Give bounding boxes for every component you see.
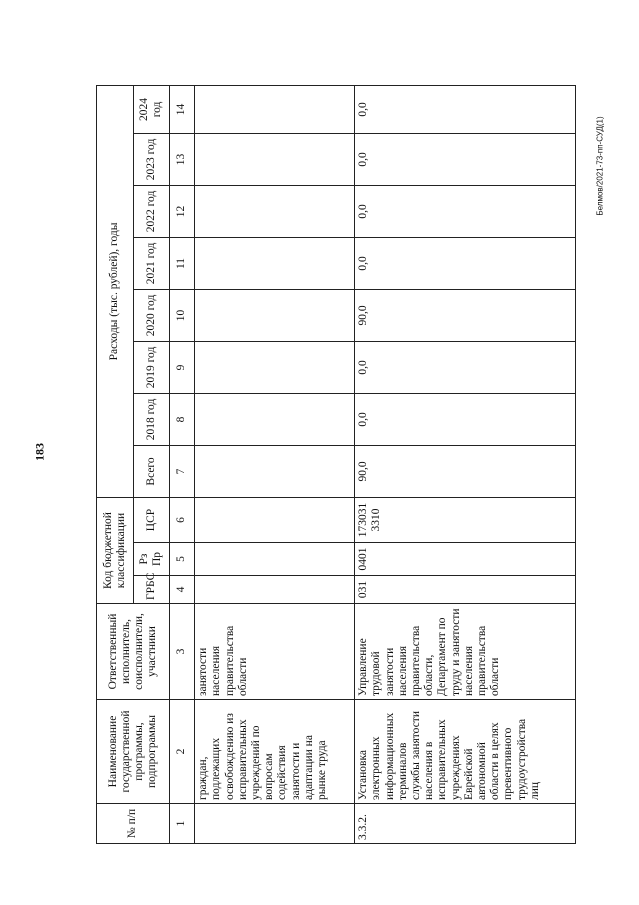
header-2024: 2024 год <box>133 85 170 133</box>
row-csr: 1730313310 <box>355 497 576 542</box>
table-row <box>355 85 576 843</box>
col-number: 2 <box>170 700 195 804</box>
table-row <box>195 85 355 843</box>
col-number: 3 <box>170 604 195 700</box>
header-name: Наименование государственной программы, подпрограммы <box>97 700 170 804</box>
header-budget-code: Код бюджетной классификации <box>97 497 134 603</box>
row-2018: 0,0 <box>355 393 576 445</box>
col-number: 14 <box>170 85 195 133</box>
page-number: 183 <box>32 443 47 461</box>
row-2022: 0,0 <box>355 185 576 237</box>
row-2021: 0,0 <box>355 237 576 289</box>
col-number: 6 <box>170 497 195 542</box>
header-responsible: Ответственный исполнитель, соисполнители, участники <box>97 604 170 700</box>
row-name: Установка электронных информационных терминалов службы занятости населения в исправительных учреждениях Еврейской автономной области в целях превентивного трудоустройства лиц <box>355 700 576 804</box>
header-csr: ЦСР <box>133 497 170 542</box>
row-num <box>195 804 355 844</box>
document-code: Белмов/2021-73-пп-СУД(1) <box>595 116 605 216</box>
col-number: 4 <box>170 576 195 604</box>
col-number: 9 <box>170 341 195 393</box>
row-2019: 0,0 <box>355 341 576 393</box>
header-num: № п/п <box>97 804 170 844</box>
row-num: 3.3.2. <box>355 804 576 844</box>
row-rz-pr: 0401 <box>355 543 576 576</box>
header-total: Всего <box>133 445 170 497</box>
col-number: 5 <box>170 543 195 576</box>
header-expenses: Расходы (тыс. рублей), годы <box>97 85 134 497</box>
row-2024: 0,0 <box>355 85 576 133</box>
col-number: 8 <box>170 393 195 445</box>
table-frame <box>96 86 576 844</box>
col-number: 1 <box>170 804 195 844</box>
row-total: 90,0 <box>355 445 576 497</box>
column-number-row <box>170 85 195 843</box>
col-number: 13 <box>170 133 195 185</box>
header-2022: 2022 год <box>133 185 170 237</box>
col-number: 12 <box>170 185 195 237</box>
header-2020: 2020 год <box>133 289 170 341</box>
col-number: 7 <box>170 445 195 497</box>
header-rz-pr: Рз Пр <box>133 543 170 576</box>
row-name: граждан, подлежащих освобождению из исправительных учреждений по вопросам содействия занятости и адаптации на рынке труда <box>195 700 355 804</box>
row-2023: 0,0 <box>355 133 576 185</box>
row-grbs: 031 <box>355 576 576 604</box>
header-grbs: ГРБС <box>133 576 170 604</box>
col-number: 10 <box>170 289 195 341</box>
header-2021: 2021 год <box>133 237 170 289</box>
col-number: 11 <box>170 237 195 289</box>
expenses-table <box>96 85 576 844</box>
row-responsible: занятости населения правительства области <box>195 604 355 700</box>
header-2018: 2018 год <box>133 393 170 445</box>
row-responsible: Управление трудовой занятости населения правительства области, Департамент по труду и занятости населения правительства области <box>355 604 576 700</box>
row-2020: 90,0 <box>355 289 576 341</box>
header-2023: 2023 год <box>133 133 170 185</box>
header-2019: 2019 год <box>133 341 170 393</box>
